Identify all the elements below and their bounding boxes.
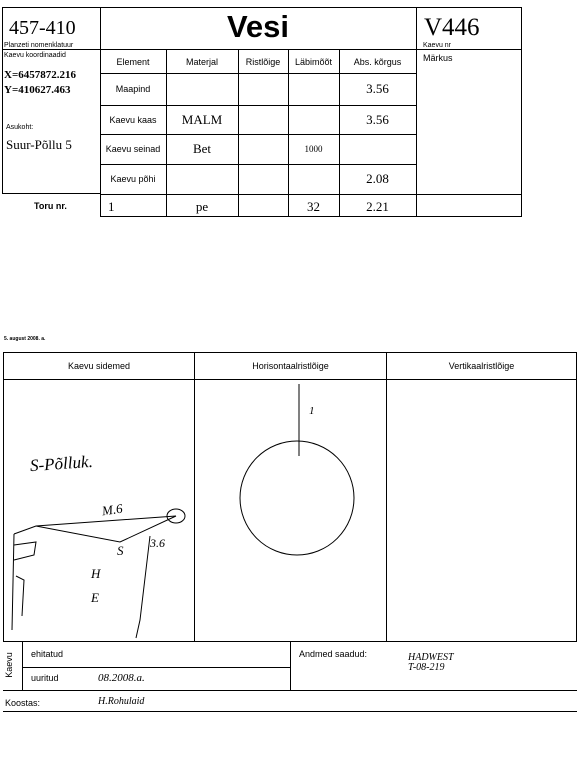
col-cross: Ristlõige bbox=[245, 56, 281, 67]
pipe-material: pe bbox=[195, 198, 209, 214]
sketch-distance-1: M.6 bbox=[100, 500, 124, 519]
coords-caption: Kaevu koordinaadid bbox=[4, 52, 66, 59]
panel-connections-title: Kaevu sidemed bbox=[67, 361, 131, 371]
coord-y: Y=410627.463 bbox=[4, 84, 71, 96]
col-material: Materjal bbox=[185, 56, 218, 67]
location-caption: Asukoht: bbox=[6, 124, 34, 131]
col-remarks: Märkus bbox=[423, 53, 453, 63]
panel-horizontal-title: Horisontaalristlõige bbox=[252, 361, 329, 371]
sketch-mark-h: H bbox=[91, 566, 101, 581]
pipe-number-mark: 1 bbox=[309, 405, 315, 417]
row-height: 2.08 bbox=[366, 171, 389, 186]
row-element: Maapind bbox=[115, 84, 151, 94]
nomenclature-caption: Planzeti nomenklatuur bbox=[4, 42, 74, 49]
compiled-value: H.Rohulaid bbox=[98, 696, 145, 707]
data-source-value-2: T-08-219 bbox=[408, 662, 445, 673]
row-diameter: 1000 bbox=[304, 144, 323, 154]
panel-vertical-title: Vertikaalristlõige bbox=[448, 361, 515, 371]
surveyed-label: uuritud bbox=[31, 673, 59, 683]
compiled-label: Koostas: bbox=[5, 698, 41, 708]
row-material: MALM bbox=[181, 111, 223, 127]
pipe-number: 1 bbox=[108, 199, 115, 214]
row-element: Kaevu seinad bbox=[105, 144, 161, 154]
sketch-mark-s: S bbox=[117, 543, 124, 558]
coord-x: X=6457872.216 bbox=[4, 69, 76, 81]
page-title: Vesi bbox=[226, 9, 290, 44]
col-height: Abs. kõrgus bbox=[353, 56, 402, 67]
row-material: Bet bbox=[192, 141, 212, 156]
horizontal-section-drawing bbox=[195, 380, 386, 640]
sketch-street-note: S-Põlluk. bbox=[29, 451, 94, 476]
sketch-distance-2: 3.6 bbox=[150, 536, 165, 550]
nomenclature-value: 457-410 bbox=[9, 17, 76, 39]
well-number: V446 bbox=[424, 14, 480, 41]
col-element: Element bbox=[116, 56, 150, 67]
document-date: 5. august 2008. a. bbox=[4, 336, 46, 342]
row-element: Kaevu kaas bbox=[109, 114, 157, 125]
data-source-value-1: HADWEST bbox=[408, 652, 454, 663]
col-diameter: Läbimõõt bbox=[294, 56, 333, 67]
row-height: 3.56 bbox=[366, 111, 389, 127]
data-source-label: Andmed saadud: bbox=[299, 649, 368, 659]
pipe-height: 2.21 bbox=[366, 198, 389, 214]
surveyed-value: 08.2008.a. bbox=[98, 672, 145, 684]
pipe-diameter: 32 bbox=[307, 198, 320, 214]
built-label: ehitatud bbox=[31, 649, 64, 659]
well-number-caption: Kaevu nr bbox=[423, 42, 452, 49]
sketch-mark-e: E bbox=[91, 590, 99, 605]
location-value: Suur-Põllu 5 bbox=[6, 137, 72, 152]
well-circle bbox=[240, 441, 354, 555]
row-height: 3.56 bbox=[366, 81, 389, 96]
row-element: Kaevu põhi bbox=[110, 174, 156, 184]
well-caption: Kaevu bbox=[3, 652, 14, 678]
pipe-label: Toru nr. bbox=[34, 201, 67, 211]
